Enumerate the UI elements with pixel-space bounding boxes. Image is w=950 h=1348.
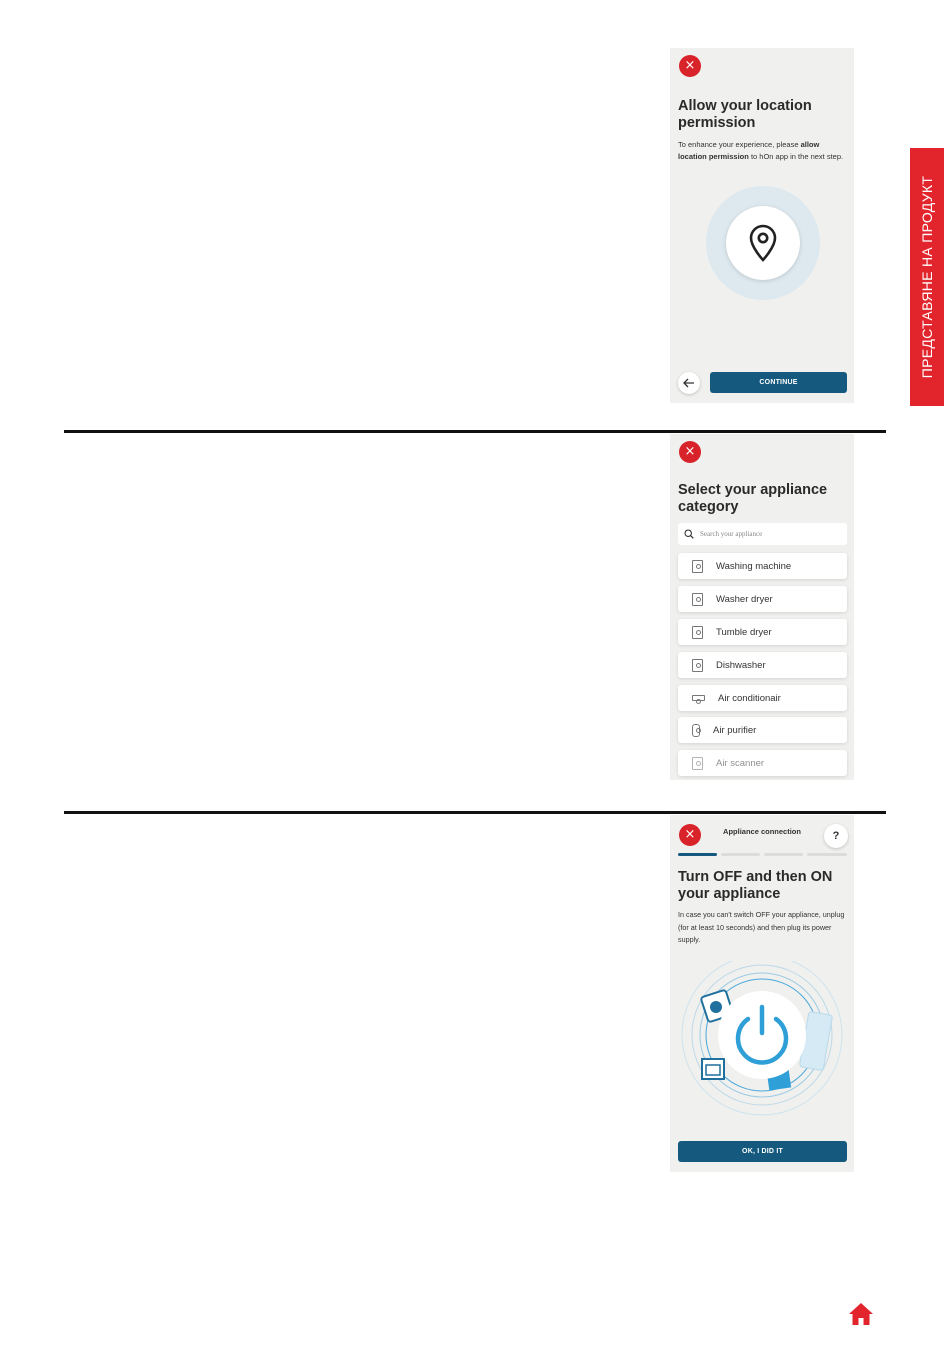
home-icon[interactable] xyxy=(848,1302,874,1326)
screen-description: To enhance your experience, please allow location permission to hOn app in the next step. xyxy=(678,140,844,161)
list-item-air-scanner[interactable] xyxy=(678,750,847,776)
air-conditioner-icon xyxy=(692,695,705,701)
list-item-label: Dishwasher xyxy=(716,659,766,671)
screen-description: In case you can't switch OFF your appliance, unplug (for at least 10 seconds) and then plug its power supply. xyxy=(678,910,845,944)
continue-button[interactable]: CONTINUE xyxy=(710,372,847,393)
oven-icon xyxy=(702,1059,724,1079)
list-item-tumble-dryer[interactable] xyxy=(678,619,847,645)
close-button[interactable]: × xyxy=(679,55,701,77)
list-item-label: Air purifier xyxy=(713,724,757,736)
appliance-illustration xyxy=(676,961,848,1121)
close-button[interactable]: × xyxy=(679,441,701,463)
section-tab-label: ПРЕДСТАВЯНЕ НА ПРОДУКТ xyxy=(919,175,935,379)
arrow-left-icon xyxy=(683,378,695,388)
list-item-label: Air conditionair xyxy=(718,692,781,704)
close-button[interactable]: × xyxy=(679,824,701,846)
section-tab xyxy=(910,148,944,406)
screen-title: Allow your location permission xyxy=(678,98,812,131)
list-item-dishwasher[interactable] xyxy=(678,652,847,678)
washing-machine-icon xyxy=(692,560,703,573)
air-purifier-icon xyxy=(692,724,700,737)
screen-header: Appliance connection xyxy=(723,827,801,836)
list-item-air-conditioner[interactable] xyxy=(678,685,847,711)
section-divider-1 xyxy=(64,430,886,433)
list-item-label: Air scanner xyxy=(716,757,765,769)
help-icon: ? xyxy=(832,830,840,842)
list-item-label: Washer dryer xyxy=(716,593,773,605)
search-placeholder: Search your appliance xyxy=(700,530,763,538)
progress-step-1 xyxy=(678,853,717,856)
air-scanner-icon xyxy=(692,757,703,770)
list-item-label: Tumble dryer xyxy=(716,626,772,638)
appliance-category-screen xyxy=(670,434,854,780)
section-divider-2 xyxy=(64,811,886,814)
tumble-dryer-icon xyxy=(692,626,703,639)
screen-title: Turn OFF and then ON your appliance xyxy=(678,869,833,902)
progress-step-3 xyxy=(764,853,803,856)
screen-title: Select your appliance category xyxy=(678,482,828,515)
search-input[interactable] xyxy=(678,523,847,545)
list-item-washing-machine[interactable] xyxy=(678,553,847,579)
dishwasher-icon xyxy=(692,659,703,672)
back-button[interactable] xyxy=(678,372,700,394)
search-icon xyxy=(684,529,694,539)
help-button[interactable] xyxy=(824,824,848,848)
location-permission-screen xyxy=(670,48,854,403)
appliance-connection-screen xyxy=(670,815,854,1172)
list-item-label: Washing machine xyxy=(716,560,792,572)
list-item-air-purifier[interactable] xyxy=(678,717,847,743)
ok-i-did-it-button[interactable]: OK, I DID IT xyxy=(678,1141,847,1162)
progress-step-2 xyxy=(721,853,760,856)
location-pin-icon xyxy=(726,206,800,280)
progress-step-4 xyxy=(807,853,847,856)
list-item-washer-dryer[interactable] xyxy=(678,586,847,612)
washer-dryer-icon xyxy=(692,593,703,606)
